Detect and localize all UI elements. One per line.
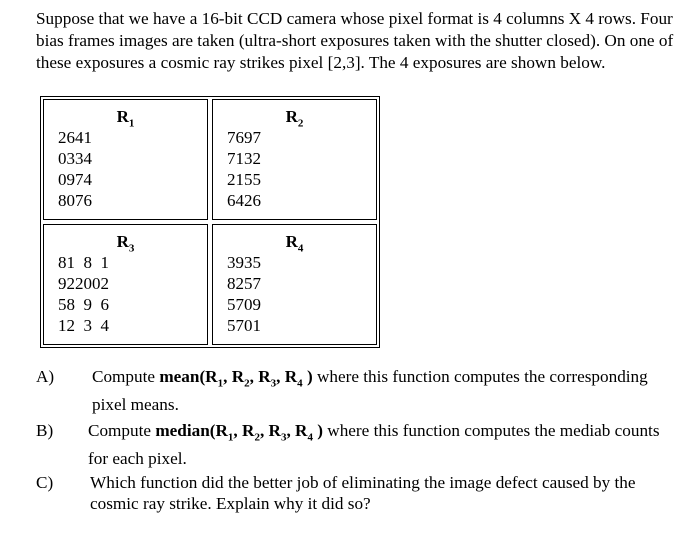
frame-r1-values [58,127,92,211]
matrix-cell: 5 [252,253,261,272]
frame-r3-label: $R_3$ [116,232,135,255]
matrix-cell: 0 [66,191,75,210]
matrix-cell: 8 [83,253,92,272]
matrix-cell: 2 [58,128,67,147]
matrix-cell: 6 [252,191,261,210]
matrix-cell: 2 [235,274,244,293]
frame-r4 [212,224,377,345]
bias-frames-grid [40,96,380,348]
frame-r1-label: $R_1$ [116,107,135,130]
matrix-row [227,169,261,190]
matrix-row [227,315,261,336]
frame-r2-label: $R_2$ [285,107,304,130]
matrix-cell: 1 [100,253,109,272]
matrix-cell: 7 [252,128,261,147]
matrix-row [58,315,109,336]
matrix-cell: 1 [252,316,261,335]
matrix-cell: 2 [227,170,236,189]
matrix-cell: 4 [100,316,109,335]
frame-r4-label: $R_4$ [285,232,304,255]
matrix-cell: 5 [244,170,253,189]
matrix-cell: 2 [100,274,109,293]
matrix-cell: 1 [66,253,75,272]
matrix-row [227,127,261,148]
problem-intro: Suppose that we have a 16-bit CCD camera whose pixel format is 4 columns X 4 rows. Four bias frames images are taken (ultra-short exposures taken with the shutter closed). On one of these exposures a cosmic ray strikes pixel [2,3]. The 4 exposures are shown below. [36,9,674,72]
matrix-cell: 6 [100,295,109,314]
matrix-cell: 3 [66,149,75,168]
question-b-text: Compute $median(R_1$, $R_2$, $R_3$, $R_4$ ) where this function computes the mediab counts for each pixel. [88,421,660,469]
frame-r1 [43,99,208,220]
matrix-cell: 4 [75,128,84,147]
matrix-cell: 9 [244,128,253,147]
matrix-row [227,273,261,294]
matrix-cell: 0 [244,316,253,335]
matrix-row [227,294,261,315]
matrix-row [58,148,92,169]
matrix-row [58,127,92,148]
matrix-cell: 7 [252,274,261,293]
matrix-cell: 5 [244,274,253,293]
matrix-cell: 8 [58,253,67,272]
matrix-cell: 1 [83,128,92,147]
matrix-cell: 9 [58,274,67,293]
question-a-text: Compute $mean(R_1$, $R_2$, $R_3$, $R_4$ ) where this function computes the corresponding pixel means. [92,367,648,415]
matrix-cell: 6 [235,128,244,147]
matrix-cell: 3 [83,316,92,335]
matrix-cell: 8 [227,274,236,293]
matrix-cell: 2 [66,274,75,293]
matrix-row [58,169,92,190]
matrix-cell: 4 [83,149,92,168]
matrix-cell: 7 [75,191,84,210]
frame-r3 [43,224,208,345]
matrix-cell: 8 [66,295,75,314]
matrix-row [58,273,109,294]
matrix-cell: 5 [252,170,261,189]
matrix-row [227,190,261,211]
question-c-text: Which function did the better job of eliminating the image defect caused by the cosmic ray strike. Explain why it did so? [90,473,636,513]
matrix-cell: 5 [58,295,67,314]
matrix-cell: 3 [75,149,84,168]
matrix-cell: 3 [244,149,253,168]
matrix-cell: 3 [244,253,253,272]
matrix-cell: 0 [58,149,67,168]
matrix-cell: 2 [244,191,253,210]
matrix-cell: 1 [235,149,244,168]
question-a-letter: A) [36,367,55,386]
frame-r4-values [227,252,261,336]
matrix-cell: 7 [227,149,236,168]
matrix-cell: 5 [227,295,236,314]
matrix-cell: 9 [252,295,261,314]
matrix-cell: 0 [58,170,67,189]
question-c-letter: C) [36,473,54,492]
matrix-cell: 7 [235,316,244,335]
matrix-cell: 7 [235,295,244,314]
matrix-cell: 5 [227,316,236,335]
matrix-cell: 6 [83,191,92,210]
question-b-letter: B) [36,421,54,440]
frame-r3-values [58,252,109,336]
frame-r2 [212,99,377,220]
matrix-cell: 1 [58,316,67,335]
frame-r2-values [227,127,261,211]
matrix-cell: 9 [235,253,244,272]
matrix-cell: 7 [227,128,236,147]
matrix-cell: 2 [252,149,261,168]
matrix-cell: 9 [66,170,75,189]
matrix-cell: 6 [227,191,236,210]
matrix-cell: 4 [83,170,92,189]
matrix-row [58,252,109,273]
matrix-cell: 4 [235,191,244,210]
matrix-cell: 200 [75,274,101,293]
matrix-cell: 7 [75,170,84,189]
matrix-row [227,148,261,169]
matrix-cell: 2 [66,316,75,335]
matrix-cell: 9 [83,295,92,314]
matrix-cell: 3 [227,253,236,272]
matrix-row [227,252,261,273]
matrix-row [58,190,92,211]
matrix-cell: 1 [235,170,244,189]
matrix-cell: 0 [244,295,253,314]
matrix-row [58,294,109,315]
matrix-cell: 8 [58,191,67,210]
matrix-cell: 6 [66,128,75,147]
